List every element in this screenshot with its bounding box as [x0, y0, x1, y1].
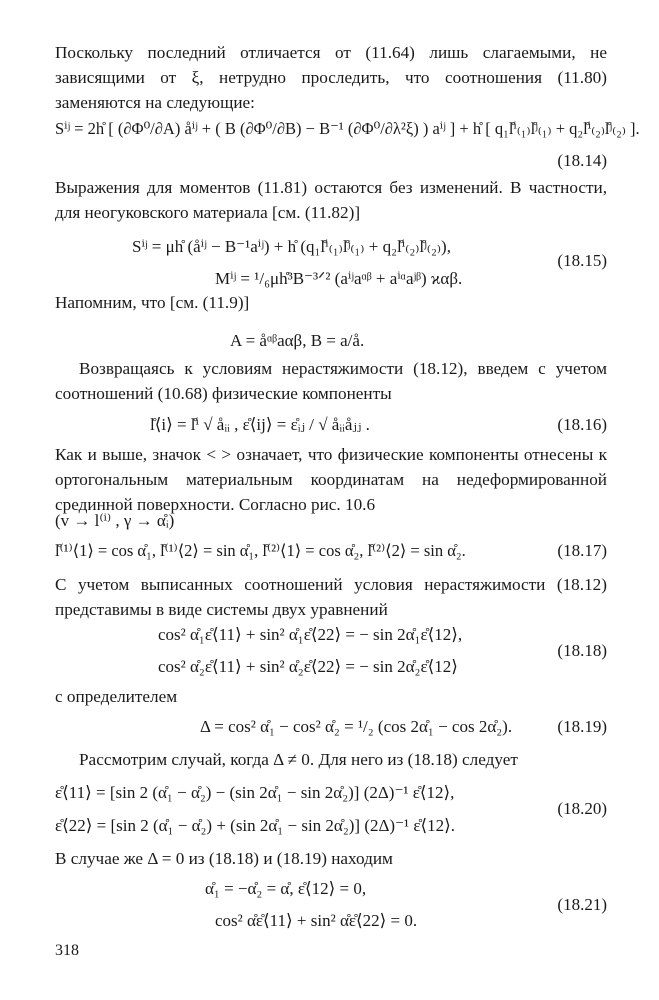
- equation-18-15-a: Sⁱʲ = μh̊ (åⁱʲ − B⁻¹aⁱʲ) + h̊ (q₁l̊ⁱ₍₁₎l̊ʲ₍₁₎ + q₂l̊ⁱ₍₂₎l̊ʲ₍₂₎),: [132, 237, 451, 256]
- equation-number-18-17: (18.17): [557, 541, 607, 560]
- equation-number-18-14: (18.14): [557, 151, 607, 170]
- equation-18-18-b: cos² α̊₂ε̊⟨11⟩ + sin² α̊₂ε̊⟨22⟩ = − sin 2α̊₂ε̊⟨12⟩: [158, 657, 458, 676]
- equation-v-gamma: (v → l⁽ⁱ⁾ , γ → α̊ᵢ): [55, 511, 175, 530]
- paragraph-determinant: с определителем: [55, 687, 178, 706]
- equation-18-15-b: Mⁱʲ = ¹/₆μh̊³B⁻³ᐟ² (aⁱʲaᵅᵝ + aⁱᵅaʲᵝ) ϰαβ.: [215, 269, 463, 288]
- paragraph-case-zero: В случае же Δ = 0 из (18.18) и (18.19) находим: [55, 849, 393, 868]
- equation-A-B: A = åᵅᵝaαβ, B = a/å.: [230, 331, 365, 350]
- equation-number-18-21: (18.21): [557, 895, 607, 914]
- paragraph-recall: Напомним, что [см. (11.9)]: [55, 293, 250, 312]
- equation-18-17: l̊⁽¹⁾⟨1⟩ = cos α̊₁, l̊⁽¹⁾⟨2⟩ = sin α̊₁, l̊⁽²⁾⟨1⟩ = cos α̊₂, l̊⁽²⁾⟨2⟩ = sin α̊₂.: [55, 541, 466, 560]
- equation-18-18-a: cos² α̊₁ε̊⟨11⟩ + sin² α̊₁ε̊⟨22⟩ = − sin 2α̊₁ε̊⟨12⟩,: [158, 625, 463, 644]
- equation-number-18-19: (18.19): [557, 717, 607, 736]
- paragraph-system: С учетом выписанных соотношений условия нерастяжимости (18.12) представимы в виде системы двух уравнений: [55, 575, 607, 619]
- equation-number-18-16: (18.16): [557, 415, 607, 434]
- equation-number-18-15: (18.15): [557, 251, 607, 270]
- equation-18-20-b: ε̊⟨22⟩ = [sin 2 (α̊₁ − α̊₂) + (sin 2α̊₁ − sin 2α̊₂)] (2Δ)⁻¹ ε̊⟨12⟩.: [55, 816, 456, 835]
- equation-number-18-20: (18.20): [557, 799, 607, 818]
- paragraph-moments: Выражения для моментов (11.81) остаются без изменений. В частности, для неогуковского материала [см. (11.82)]: [55, 178, 607, 222]
- equation-18-16: l̊⟨i⟩ = l̊ⁱ √ åᵢᵢ , ε̊⟨ij⟩ = ε̊ᵢⱼ / √ åᵢᵢåⱼⱼ .: [150, 415, 370, 434]
- paragraph-notation: Как и выше, значок < > означает, что физические компоненты отнесены к ортогональным материальным координатам на недеформированной срединной поверхности. Согласно рис. 10.6: [55, 445, 607, 514]
- equation-18-20-a: ε̊⟨11⟩ = [sin 2 (α̊₁ − α̊₂) − (sin 2α̊₁ − sin 2α̊₂)] (2Δ)⁻¹ ε̊⟨12⟩,: [55, 783, 455, 802]
- equation-number-18-18: (18.18): [557, 641, 607, 660]
- equation-18-19: Δ = cos² α̊₁ − cos² α̊₂ = ¹/₂ (cos 2α̊₁ − cos 2α̊₂).: [200, 717, 513, 736]
- paragraph-intro: Поскольку последний отличается от (11.64) лишь слагаемыми, не зависящими от ξ, нетрудно проследить, что соотношения (11.80) заменяются на следующие:: [55, 43, 607, 112]
- page-number: 318: [55, 942, 79, 959]
- equation-18-21-b: cos² α̊ε̊⟨11⟩ + sin² α̊ε̊⟨22⟩ = 0.: [215, 911, 418, 930]
- paragraph-inextensibility: Возвращаясь к условиям нерастяжимости (18.12), введем с учетом соотношений (10.68) физические компоненты: [55, 359, 607, 403]
- paragraph-case-nonzero: Рассмотрим случай, когда Δ ≠ 0. Для него из (18.18) следует: [79, 750, 518, 769]
- equation-18-21-a: α̊₁ = −α̊₂ = α̊, ε̊⟨12⟩ = 0,: [205, 879, 367, 898]
- equation-18-14: Sⁱʲ = 2h̊ [ (∂Φ⁰/∂A) åⁱʲ + ( B (∂Φ⁰/∂B) − B⁻¹ (∂Φ⁰/∂λ²ξ) ) aⁱʲ ] + h̊ [ q₁l̊ⁱ₍₁₎l̊ʲ₍₁₎ + q₂l̊ⁱ₍₂₎l̊ʲ₍₂₎ ].: [55, 119, 640, 138]
